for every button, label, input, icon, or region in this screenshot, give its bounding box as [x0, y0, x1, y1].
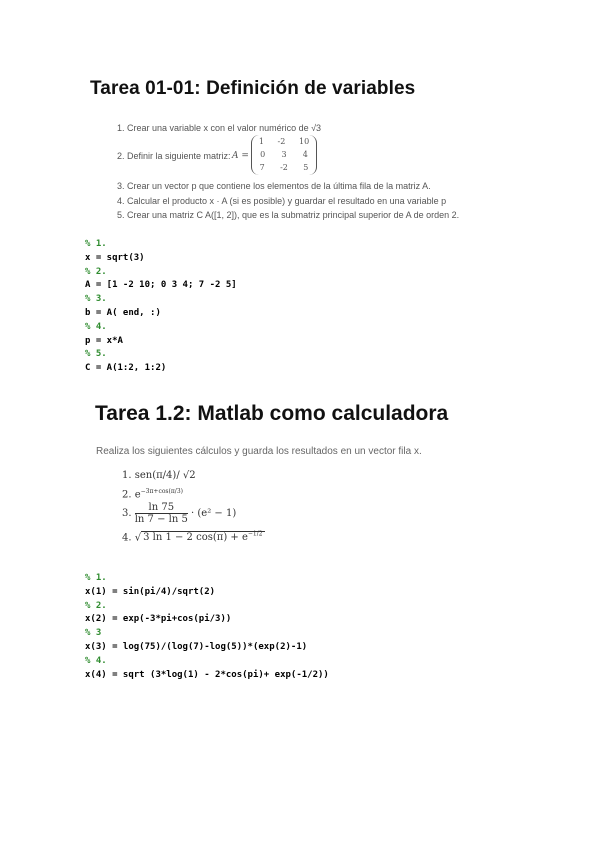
- code-comment: % 2.: [85, 600, 107, 611]
- matrix-cell: -2: [280, 163, 288, 172]
- code-line: x(2) = exp(-3*pi+cos(pi/3)): [85, 614, 232, 625]
- code-comment: % 2.: [85, 266, 107, 277]
- matrix-row: [252, 161, 316, 174]
- calc-3: [122, 502, 236, 525]
- task-2: 2. Definir la siguiente matriz:: [117, 151, 231, 161]
- code-comment: % 3: [85, 628, 102, 639]
- section2-title: Tarea 1.2: Matlab como calculadora: [95, 402, 449, 425]
- task-4: 4. Calcular el producto x · A (si es posible) y guardar el resultado en una variable p: [117, 196, 447, 206]
- code-line: x(1) = sin(pi/4)/sqrt(2): [85, 586, 216, 597]
- code-comment: % 3.: [85, 294, 107, 305]
- calc-4: [122, 531, 265, 543]
- code-comment: % 1.: [85, 239, 107, 249]
- task-1: 1. Crear una variable x con el valor numérico de √3: [117, 123, 322, 133]
- calc-3-numerator: ln 75: [135, 502, 188, 514]
- matrix-cell: 1: [258, 137, 264, 146]
- code-comment: % 4.: [85, 655, 107, 666]
- calc-3-denominator: ln 7 − ln 5: [134, 514, 188, 525]
- section1-title: Tarea 01-01: Definición de variables: [90, 78, 416, 99]
- calc-4-label: 4. √: [122, 532, 142, 544]
- code-line: p = x*A: [85, 335, 123, 346]
- code-block-1: [85, 238, 237, 376]
- code-line: b = A( end, :): [85, 307, 161, 318]
- matrix-cell: 0: [260, 150, 266, 159]
- calc-4-exponent: −1/2: [247, 531, 263, 538]
- calc-2-exponent: −3π+cos(π/3): [140, 488, 183, 495]
- matrix-cell: 4: [302, 150, 308, 159]
- calc-3-tail: · (e² − 1): [191, 508, 237, 519]
- task-5: 5. Crear una matriz C A([1, 2]), que es la submatriz principal superior de A de orden 2.: [117, 210, 460, 220]
- section2-intro: Realiza los siguientes cálculos y guarda los resultados en un vector fila x.: [96, 446, 422, 457]
- matrix-cell: 5: [303, 163, 309, 172]
- calc-2: [122, 488, 183, 500]
- calc-3-fraction: [135, 502, 188, 525]
- matrix-a: [251, 135, 317, 175]
- matrix-cell: 7: [259, 163, 265, 172]
- calc-4-radicand: [141, 531, 264, 543]
- task-3: 3. Crear un vector p que contiene los elementos de la última fila de la matriz A.: [117, 181, 431, 191]
- code-block-2: [85, 572, 329, 682]
- matrix-row: [252, 135, 316, 148]
- calc-2-base: 2. e: [122, 489, 141, 501]
- matrix-cell: 10: [298, 137, 310, 146]
- matrix-cell: -2: [277, 137, 286, 146]
- matrix-cell: 3: [281, 150, 287, 159]
- calc-4-body: 3 ln 1 − 2 cos(π) + e: [143, 532, 248, 544]
- matrix-label: A =: [232, 151, 249, 161]
- code-comment: % 1.: [85, 573, 107, 583]
- code-line: x = sqrt(3): [85, 252, 145, 263]
- calc-1: 1. sen(π/4)/ √2: [122, 470, 196, 481]
- code-line: A = [1 -2 10; 0 3 4; 7 -2 5]: [85, 280, 237, 291]
- code-comment: % 5.: [85, 349, 107, 360]
- calc-3-label: 3.: [122, 508, 132, 519]
- code-line: x(4) = sqrt (3*log(1) - 2*cos(pi)+ exp(-1/2)): [85, 669, 329, 680]
- code-line: C = A(1:2, 1:2): [85, 363, 167, 374]
- code-comment: % 4.: [85, 321, 107, 332]
- matrix-row: [252, 148, 316, 161]
- code-line: x(3) = log(75)/(log(7)-log(5))*(exp(2)-1): [85, 641, 308, 652]
